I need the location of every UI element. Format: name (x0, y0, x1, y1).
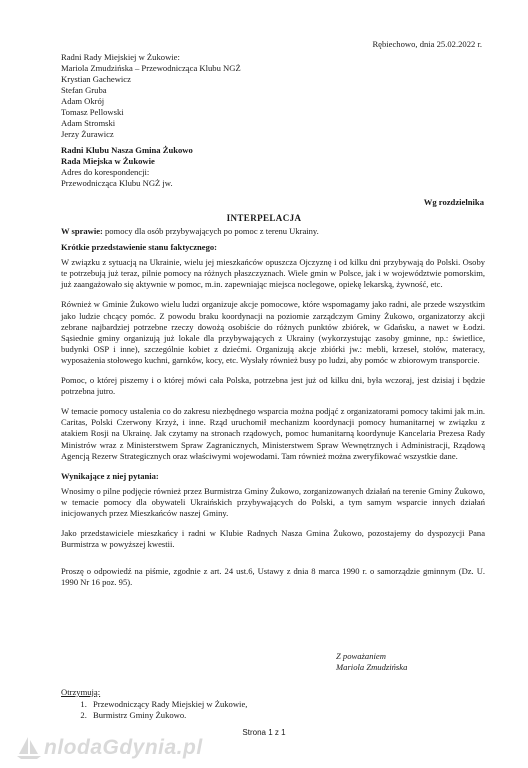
signer-name: Adam Okrój (61, 96, 105, 106)
watermark-text: nlodaGdynia.pl (44, 736, 203, 759)
facts-paragraph: Również w Gminie Żukowo wielu ludzi organizuje akcje pomocowe, które wspomagamy jako radni, ale przede wszystkim jako ludzie chcący pomóc. Z powodu braku koordynacji na poziomie zarządczym Gminy Żukowo, organizatorzy akcji zebrane najbardziej potrzebne rzeczy dowożą osobiście do różnych punktów zbiórek, w Gdańsku, a nawet w Łodzi. Sąsiednie gminy organizują już lokale dla przybywających z Ukrainy (wykorzystując zasoby gminne, np.: świetlice, budynki OSP i inne), szczególnie kobiet z dziećmi. Organizują akcje zbiórki jw.: mebli, krzeseł, stołów, materacy, wyposażenia stołowego kuchni, garnków, kocy, etc. Wysłały również busy po ludzi, aby pomóc w zbiorowym transporcie. (61, 299, 485, 365)
signer-name: Stefan Gruba (61, 85, 107, 95)
document-body (61, 226, 485, 597)
recipient-item: 2. Burmistrz Gminy Żukowo. (89, 710, 247, 722)
club-block (61, 145, 193, 189)
signature-greeting: Z poważaniem (336, 651, 386, 661)
facts-paragraph: Pomoc, o której piszemy i o której mówi cała Polska, potrzebna jest już od kilku dni, była wczoraj, jest dzisiaj i będzie potrzebna jutro. (61, 375, 485, 397)
address-text: Przewodnicząca Klubu NGŻ jw. (61, 178, 173, 188)
facts-heading: Krótkie przedstawienie stanu faktycznego: (61, 242, 217, 253)
document-title: INTERPELACJA (226, 213, 302, 223)
club-name: Radni Klubu Nasza Gmina Żukowo (61, 145, 193, 155)
signer-name: Adam Stromski (61, 118, 116, 128)
watermark (16, 736, 203, 760)
conclusions-paragraph: Jako przedstawiciele mieszkańcy i radni w Klubie Radnych Nasza Gmina Żukowo, pozostajemy do dyspozycji Pana Burmistrza w powyższej kwestii. (61, 528, 485, 550)
signer-name: Jerzy Żurawicz (61, 129, 114, 139)
subject-label: W sprawie: (61, 226, 103, 236)
conclusions-paragraph: Wnosimy o pilne podjęcie również przez Burmistrza Gminy Żukowo, zorganizowanych działań na terenie Gminy Żukowo, w temacie pomocy dla obywateli Ukraińskich przybywających do Polski, a tym samym wsparcie innych działań inicjowanych przez Mieszkańców naszej Gminy. (61, 485, 485, 518)
page-footer: Strona 1 z 1 (242, 728, 286, 737)
signature-name: Mariola Zmudzińska (336, 662, 408, 672)
club-council: Rada Miejska w Żukowie (61, 156, 155, 166)
conclusions-heading: Wynikające z niej pytania: (61, 470, 159, 481)
signer-name: Krystian Gachewicz (61, 74, 131, 84)
recipient-item: 1. Przewodniczący Rady Miejskiej w Żukowie, (89, 699, 247, 711)
subject-line (61, 226, 485, 237)
recipients-list (61, 699, 247, 722)
recipients-block (61, 687, 247, 722)
sailboat-logo-icon (16, 736, 42, 760)
signature-block (336, 651, 407, 673)
facts-paragraph: W temacie pomocy ustalenia co do zakresu niezbędnego wsparcia można podjąć z organizatorami pomocy takimi jak m.in. Caritas, Polski Czerwony Krzyż, i inne. Rząd uruchomił mechanizm koordynacji pomocy humanitarnej w związku z atakiem Rosji na Ukrainę. Jak czytamy na stronach rządowych, pomoc humanitarną koordynuje Kancelaria Prezesa Rady Ministrów wraz z Ministerstwem Spraw Zagranicznych, Ministerstwem Spraw Wewnętrznych i Administracji, Rządową Agencją Rezerw Strategicznych oraz właściwymi wojewodami. Tam również można zweryfikować wszystkie dane. (61, 406, 485, 461)
address-label: Adres do korespondencji: (61, 167, 150, 177)
subject-text: pomocy dla osób przybywających po pomoc z terenu Ukrainy. (102, 226, 319, 236)
signers-block (61, 52, 241, 140)
signer-name: Mariola Zmudzińska – Przewodnicząca Klubu NGŻ (61, 63, 241, 73)
signer-name: Tomasz Pellowski (61, 107, 124, 117)
facts-paragraph: W związku z sytuacją na Ukrainie, wielu jej mieszkańców opuszcza Ojczyznę i od kilku dni przybywają do Polski. Osoby te potrzebują już teraz, pilnie pomocy na różnych płaszczyznach. Wiele gmin w Polsce, jak i w województwie pomorskim, już zaangażowało się aktywnie w pomoc, m.in. zapewniając miejsca noclegowe, opiekę lekarską, żywność, etc. (61, 257, 485, 290)
distribution-label: Wg rozdzielnika (423, 197, 484, 207)
request-paragraph: Proszę o odpowiedź na piśmie, zgodnie z art. 24 ust.6, Ustawy z dnia 8 marca 1990 r. o samorządzie gminnym (Dz. U. 1990 Nr 16 poz. 95). (61, 566, 485, 588)
signers-heading: Radni Rady Miejskiej w Żukowie: (61, 52, 180, 62)
place-date: Rębiechowo, dnia 25.02.2022 r. (372, 39, 482, 49)
recipients-label: Otrzymują: (61, 687, 101, 697)
